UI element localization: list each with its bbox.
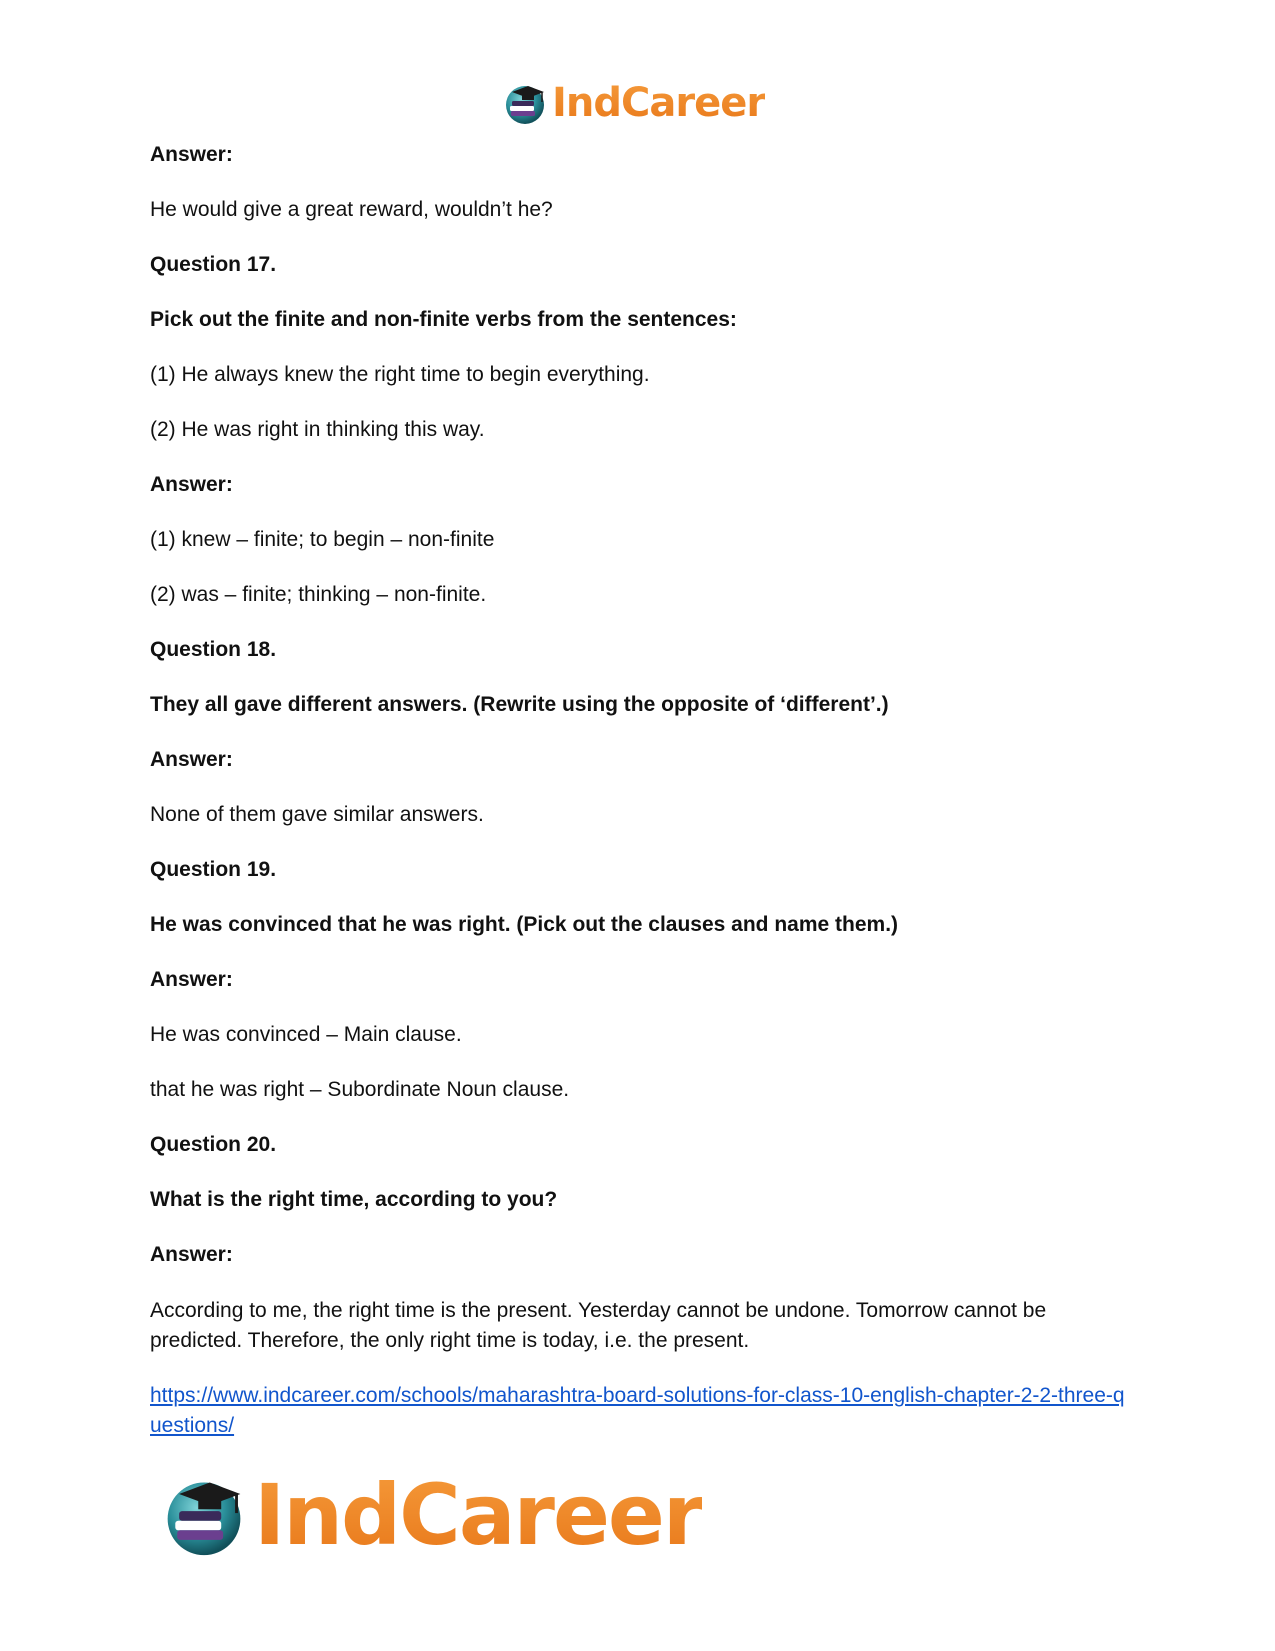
- text-line: None of them gave similar answers.: [150, 803, 484, 826]
- text-line: (2) He was right in thinking this way.: [150, 418, 485, 441]
- footer-logo: [160, 1465, 702, 1565]
- text-line: (1) He always knew the right time to begin everything.: [150, 363, 650, 386]
- heading-line: Question 20.: [150, 1133, 277, 1156]
- heading-line: Answer:: [150, 748, 233, 771]
- source-link[interactable]: https://www.indcareer.com/schools/maharashtra-board-solutions-for-class-10-english-chapter-2-2-three-questions/: [150, 1384, 1125, 1437]
- text-line: (2) was – finite; thinking – non-finite.: [150, 583, 487, 606]
- text-line: (1) knew – finite; to begin – non-finite: [150, 528, 495, 551]
- text-line: He was convinced – Main clause.: [150, 1023, 462, 1046]
- text-line: He would give a great reward, wouldn’t he?: [150, 198, 553, 221]
- heading-line: Question 17.: [150, 253, 277, 276]
- heading-line: Question 19.: [150, 858, 277, 881]
- heading-line: They all gave different answers. (Rewrite using the opposite of ‘different’.): [150, 693, 889, 716]
- heading-line: Answer:: [150, 968, 233, 991]
- document-content: [150, 141, 1130, 1441]
- header-logo: [502, 78, 765, 128]
- heading-line: Question 18.: [150, 638, 277, 661]
- heading-line: He was convinced that he was right. (Pick out the clauses and name them.): [150, 913, 899, 936]
- heading-line: Answer:: [150, 143, 233, 166]
- heading-line: Pick out the finite and non-finite verbs from the sentences:: [150, 308, 737, 331]
- heading-line: What is the right time, according to you?: [150, 1188, 558, 1211]
- heading-line: Answer:: [150, 473, 233, 496]
- text-line: that he was right – Subordinate Noun clause.: [150, 1078, 570, 1101]
- heading-line: Answer:: [150, 1243, 233, 1266]
- graduation-globe-icon: [160, 1471, 248, 1559]
- answer-paragraph: According to me, the right time is the present. Yesterday cannot be undone. Tomorrow cannot be predicted. Therefore, the only right time is today, i.e. the present.: [150, 1299, 1047, 1352]
- header-logo-text: IndCareer: [552, 80, 766, 126]
- footer-logo-text: IndCareer: [254, 1466, 703, 1564]
- graduation-globe-icon: [502, 80, 548, 126]
